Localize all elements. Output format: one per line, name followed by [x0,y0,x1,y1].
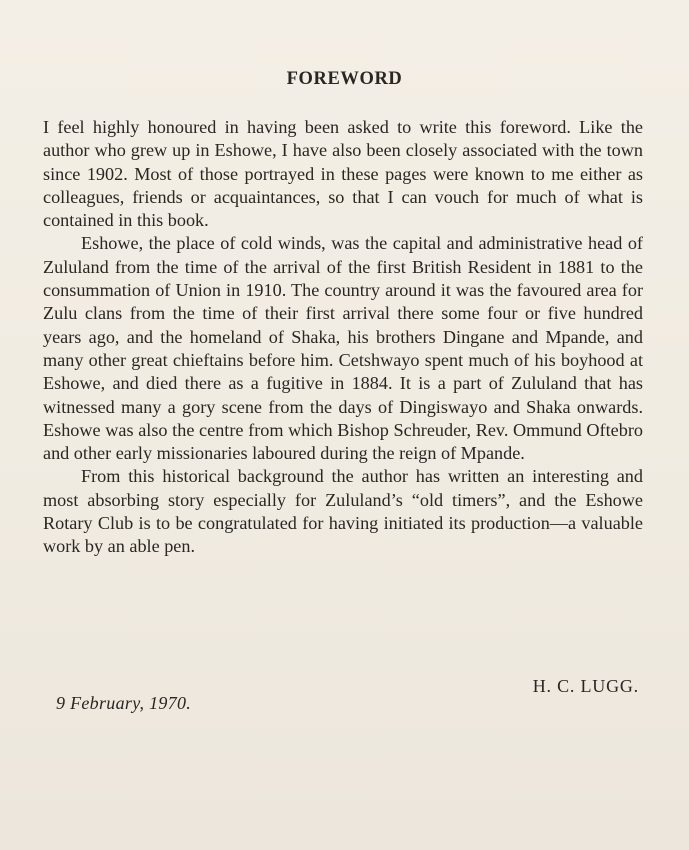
author-signature: H. C. LUGG. [532,676,639,696]
paragraph-2: Eshowe, the place of cold winds, was the capital and administrative head of Zululand from the time of the arrival of the first British Resident in 1881 to the consummation of Union in 1910. The country around it was the favoured area for Zulu clans from the time of their first arrival there some four or five hundred years ago, and the homeland of Shaka, his brothers Dingane and Mpande, and many other great chieftains before him. Cetshwayo spent much of his boyhood at Eshowe, and died there as a fugitive in 1884. It is a part of Zululand that has witnessed many a gory scene from the days of Dingiswayo and Shaka onwards. Eshowe was also the centre from which Bishop Schreuder, Rev. Ommund Oftebro and other early missionaries laboured during the reign of Mpande. [43,233,643,464]
page-title: FOREWORD [286,69,403,89]
paragraph-1: I feel highly honoured in having been asked to write this foreword. Like the author who grew up in Eshowe, I have also been closely associated with the town since 1902. Most of those portrayed in these pages were known to me either as colleagues, friends or acquaintances, so that I can vouch for much of what is contained in this book. [43,117,643,231]
foreword-body [43,116,643,559]
paragraph-3: From this historical background the author has written an interesting and most absorbing story especially for Zululand’s “old timers”, and the Eshowe Rotary Club is to be congratulated for having initiated its production—a valuable work by an able pen. [43,466,643,557]
foreword-date: 9 February, 1970. [56,693,192,713]
